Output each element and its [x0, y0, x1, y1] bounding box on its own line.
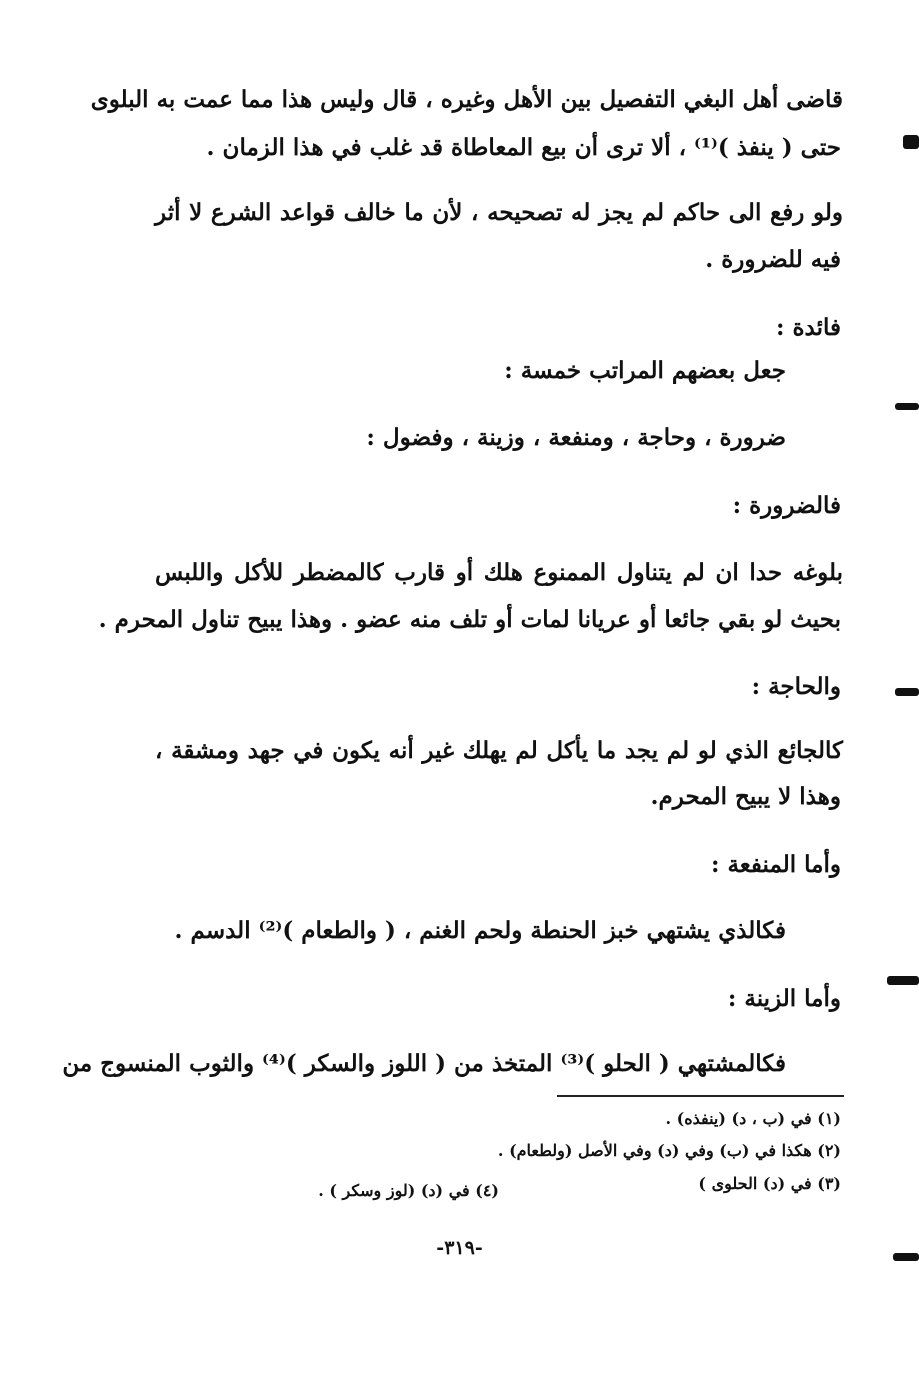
paragraph-line: فيه للضرورة .	[705, 246, 841, 273]
scan-edge-mark	[903, 135, 919, 149]
paragraph-line: فكالذي يشتهي خبز الحنطة ولحم الغنم ، ( والطعام )⁽²⁾ الدسم .	[174, 917, 786, 944]
paragraph-line: كالجائع الذي لو لم يجد ما يأكل لم يهلك غير أنه يكون في جهد ومشقة ،	[155, 737, 843, 764]
paragraph-line: جعل بعضهم المراتب خمسة :	[504, 357, 786, 384]
paragraph-line: قاضى أهل البغي التفصيل بين الأهل وغيره ، قال وليس هذا مما عمت به البلوى	[90, 86, 843, 113]
paragraph-line: ضرورة ، وحاجة ، ومنفعة ، وزينة ، وفضول :	[366, 424, 786, 451]
section-heading: وأما المنفعة :	[710, 851, 841, 878]
scan-edge-mark	[887, 976, 919, 985]
paragraph-line: ولو رفع الى حاكم لم يجز له تصحيحه ، لأن ما خالف قواعد الشرع لا أثر	[155, 199, 843, 226]
paragraph-line: بلوغه حدا ان لم يتناول الممنوع هلك أو قارب كالمضطر للأكل واللبس	[155, 559, 843, 586]
scan-edge-mark	[895, 403, 919, 410]
footnote: (١) في (ب ، د) (ينفذه) .	[665, 1109, 841, 1128]
scan-edge-mark	[893, 1253, 919, 1261]
paragraph-line: وهذا لا يبيح المحرم.	[650, 783, 841, 810]
footnote: (٤) في (د) (لوز وسكر ) .	[318, 1181, 499, 1200]
footnote: (٢) هكذا في (ب) وفي (د) وفي الأصل (ولطعام) .	[497, 1141, 841, 1160]
footnote: (٣) في (د) الحلوى )	[698, 1174, 841, 1193]
footnote-separator	[557, 1095, 844, 1097]
scan-edge-mark	[895, 688, 919, 696]
paragraph-line: بحيث لو بقي جائعا أو عريانا لمات أو تلف منه عضو . وهذا يبيح تناول المحرم .	[98, 606, 841, 633]
section-heading: وأما الزينة :	[727, 985, 841, 1012]
section-heading: فائدة :	[775, 314, 841, 341]
page-number: -٣١٩-	[436, 1237, 483, 1259]
paragraph-line: حتى ( ينفذ )⁽¹⁾ ، ألا ترى أن بيع المعاطاة قد غلب في هذا الزمان .	[206, 134, 841, 161]
section-heading: فالضرورة :	[732, 492, 841, 519]
section-heading: والحاجة :	[751, 673, 841, 700]
paragraph-line: فكالمشتهي ( الحلو )⁽³⁾ المتخذ من ( اللوز والسكر )⁽⁴⁾ والثوب المنسوج من	[62, 1050, 786, 1077]
